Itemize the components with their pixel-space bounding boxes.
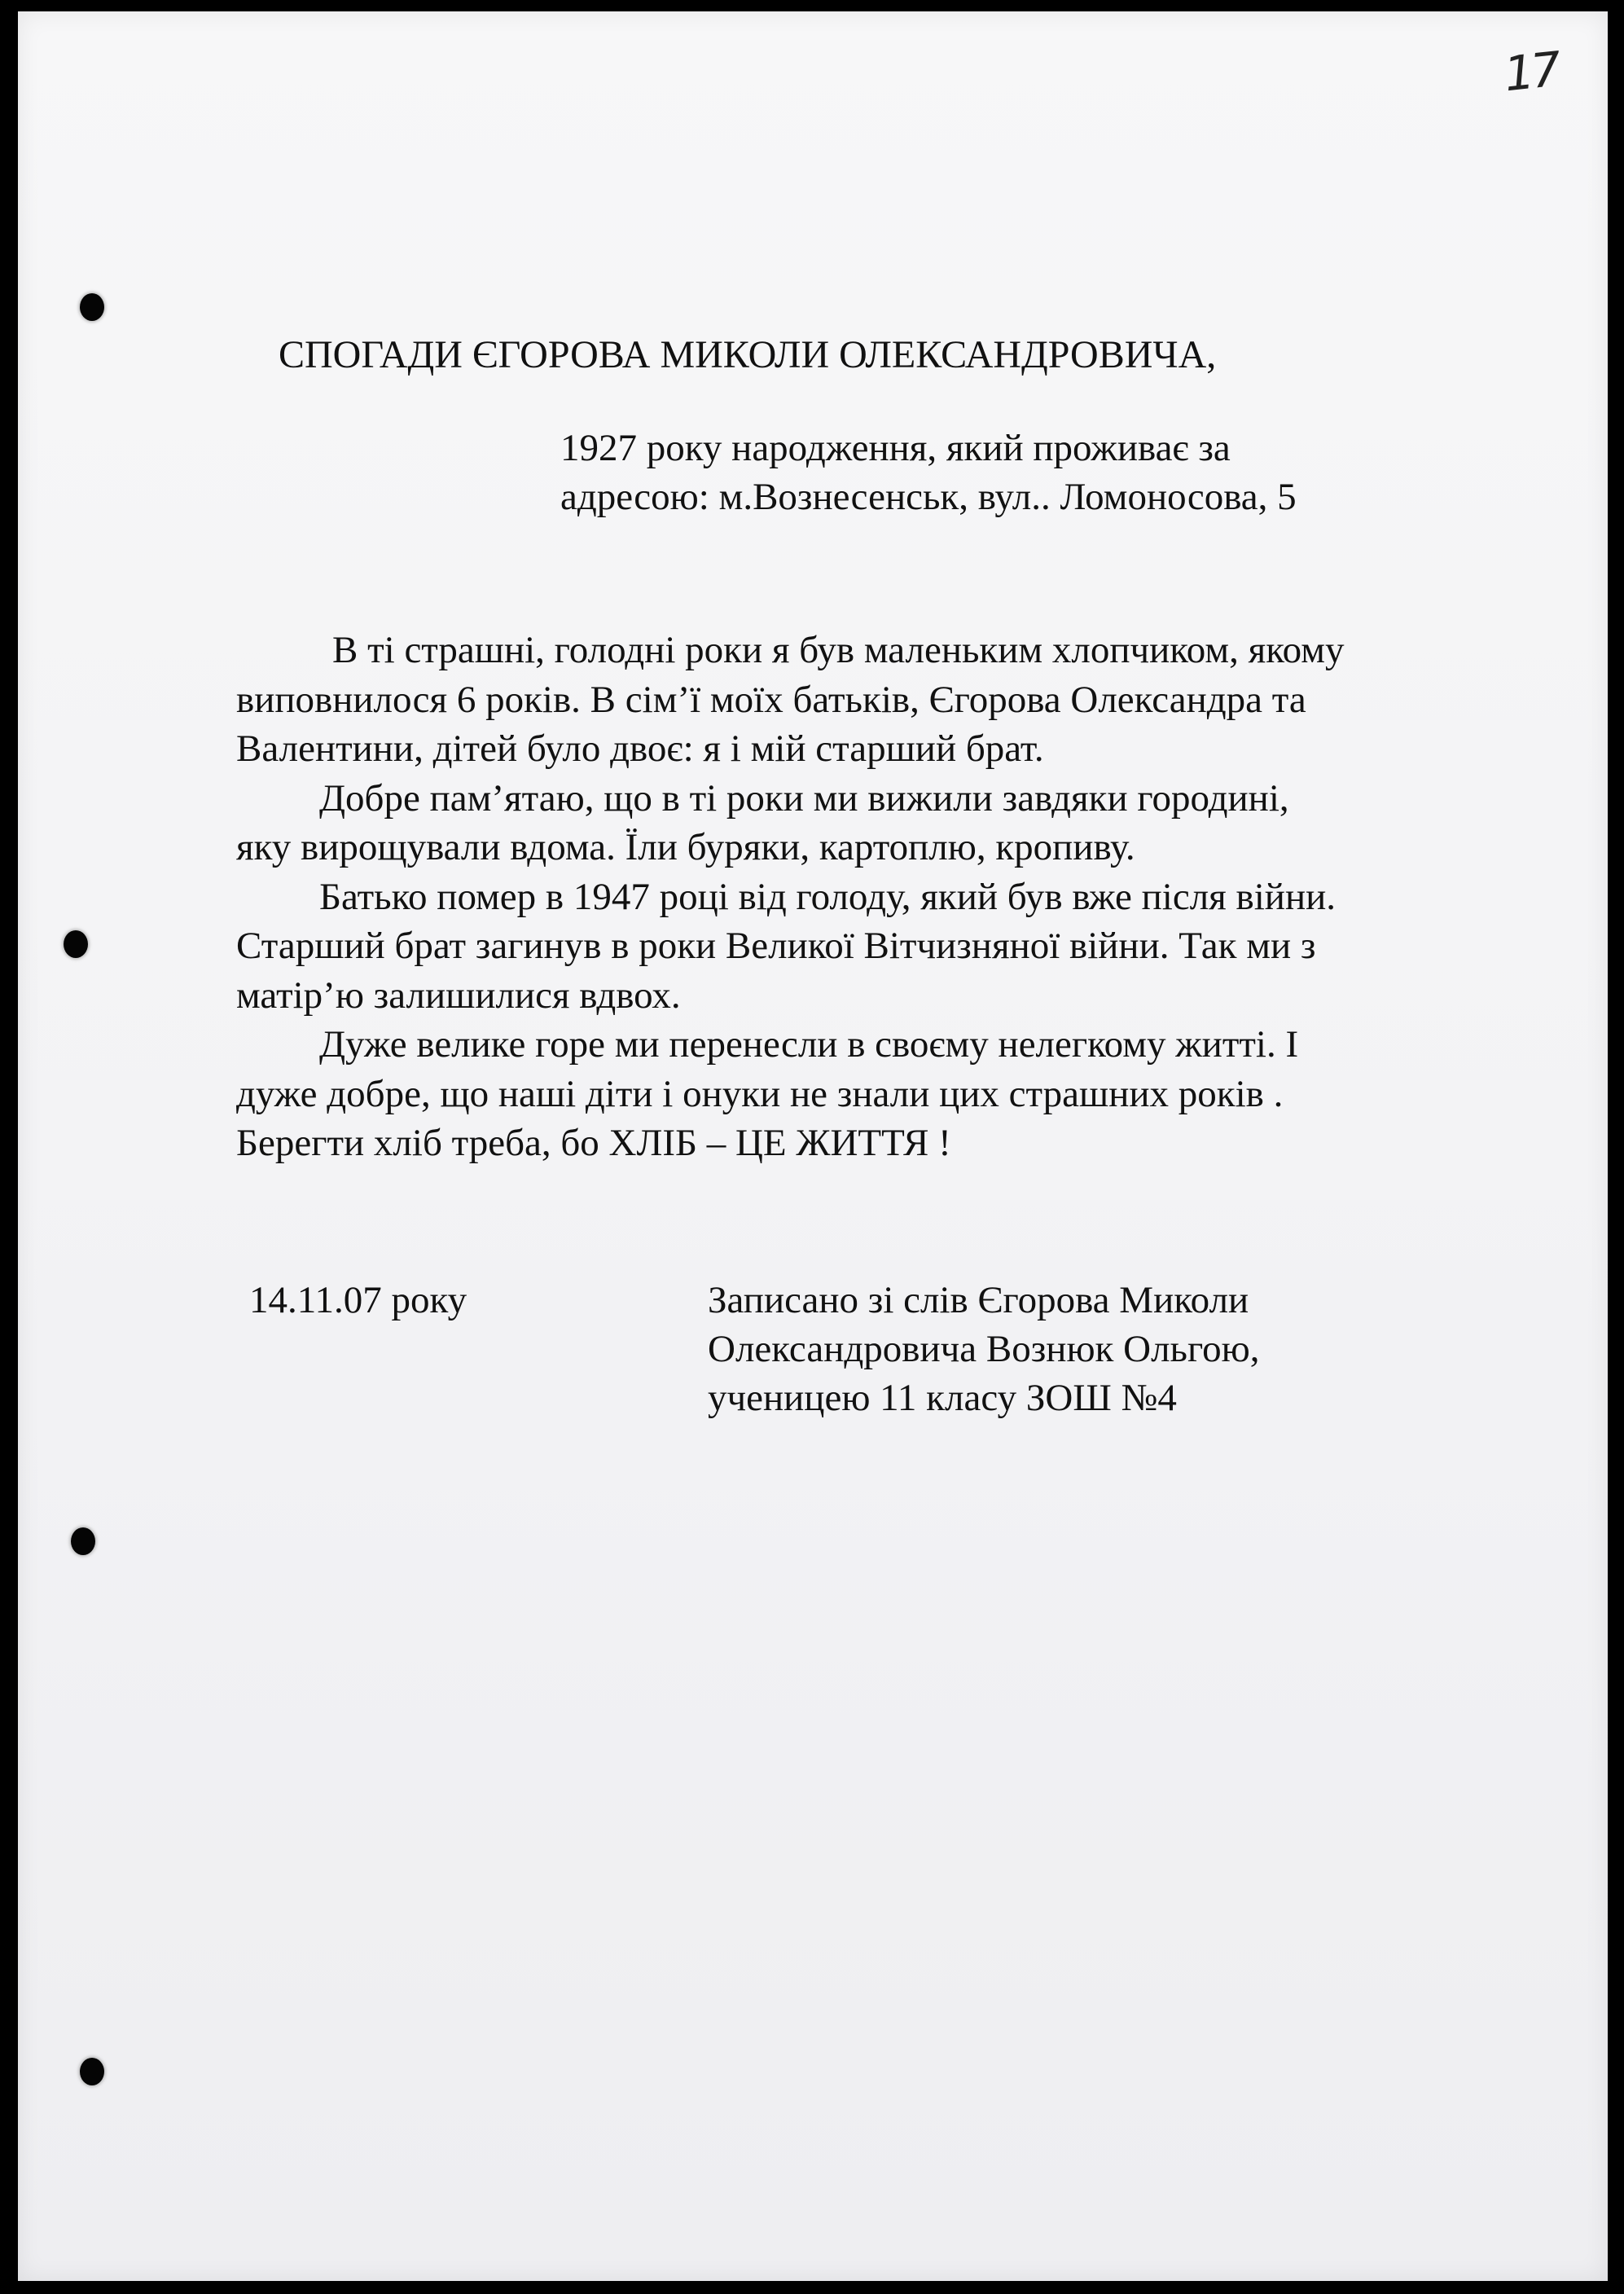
body-line: В ті страшні, голодні роки я був маленьким хлопчиком, якому bbox=[332, 629, 1345, 671]
document-date: 14.11.07 року bbox=[249, 1279, 467, 1321]
body-line: виповнилося 6 років. В сім’ї моїх батьків, Єгорова Олександра та bbox=[236, 678, 1306, 721]
document-subtitle bbox=[560, 424, 1297, 521]
body-line: матір’ю залишилися вдвох. bbox=[236, 973, 681, 1017]
document-body bbox=[236, 626, 1345, 1168]
recorded-by-note bbox=[708, 1276, 1259, 1422]
body-line: Старший брат загинув в роки Великої Вітчизняної війни. Так ми з bbox=[236, 925, 1316, 967]
body-line: Добре пам’ятаю, що в ті роки ми вижили завдяки городині, bbox=[319, 776, 1289, 820]
body-line: Валентини, дітей було двоє: я і мій старший брат. bbox=[236, 727, 1044, 770]
subtitle-line-2: адресою: м.Вознесенськ, вул.. Ломоносова, 5 bbox=[560, 476, 1297, 518]
body-line: Дуже велике горе ми перенесли в своєму нелегкому житті. І bbox=[319, 1023, 1299, 1066]
handwritten-page-number: 17 bbox=[1501, 41, 1561, 103]
recorded-line-1: Записано зі слів Єгорова Миколи bbox=[708, 1279, 1249, 1321]
punch-hole-2 bbox=[64, 930, 88, 958]
subtitle-line-1: 1927 року народження, який проживає за bbox=[560, 427, 1231, 469]
document-title: СПОГАДИ ЄГОРОВА МИКОЛИ ОЛЕКСАНДРОВИЧА, bbox=[279, 333, 1217, 376]
punch-hole-4 bbox=[80, 2058, 104, 2085]
body-line: Берегти хліб треба, бо ХЛІБ – ЦЕ ЖИТТЯ ! bbox=[236, 1122, 951, 1164]
body-line: дуже добре, що наші діти і онуки не знали цих страшних років . bbox=[236, 1072, 1284, 1115]
punch-hole-3 bbox=[71, 1527, 95, 1555]
punch-hole-1 bbox=[80, 293, 104, 321]
recorded-line-3: ученицею 11 класу ЗОШ №4 bbox=[708, 1377, 1177, 1419]
body-line: Батько помер в 1947 році від голоду, який був вже після війни. bbox=[319, 875, 1337, 918]
recorded-line-2: Олександровича Вознюк Ольгою, bbox=[708, 1328, 1260, 1370]
body-line: яку вирощували вдома. Їли буряки, картоплю, кропиву. bbox=[236, 826, 1135, 868]
document-page bbox=[18, 11, 1608, 2281]
